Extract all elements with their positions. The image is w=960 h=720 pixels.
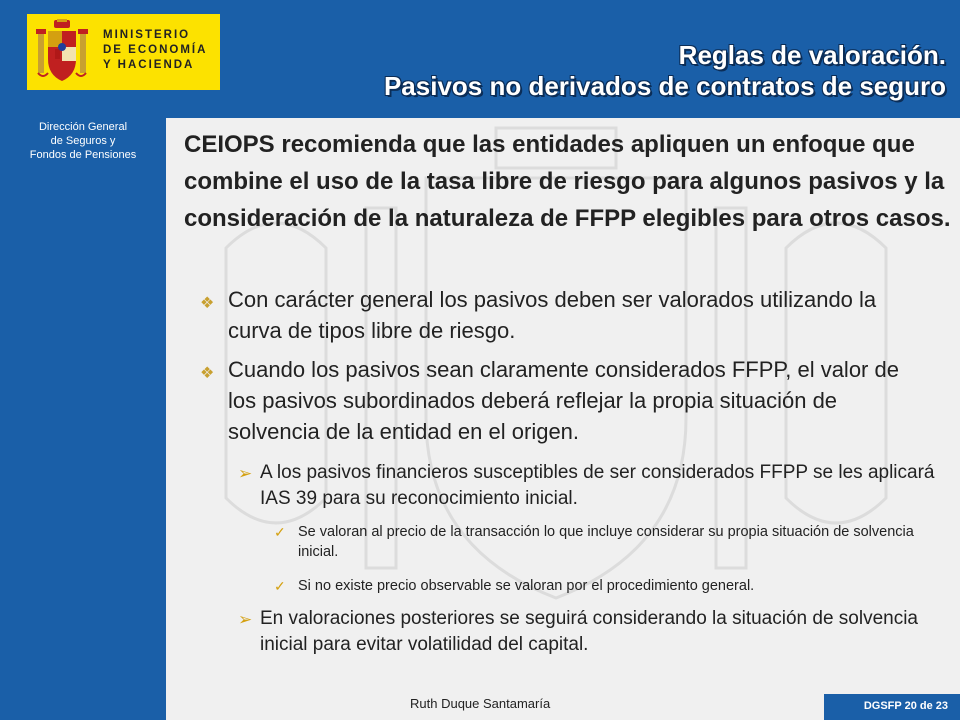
arrow-bullet-icon: ➢ <box>238 464 253 483</box>
ministry-logo <box>27 14 220 90</box>
sub-bullet-text: En valoraciones posteriores se seguirá considerando la situación de solvencia inicial para evitar volatilidad del capital. <box>260 608 918 655</box>
sub-sub-bullet-item <box>276 522 926 562</box>
bullet-item <box>200 284 926 346</box>
coat-of-arms-icon <box>33 19 91 85</box>
title-line-1: Reglas de valoración. <box>678 40 946 70</box>
org-line: Dirección General <box>38 121 128 133</box>
title-line-2: Pasivos no derivados de contratos de seguro <box>383 71 946 101</box>
sub-bullet-item <box>240 460 950 512</box>
ministry-name <box>103 28 207 73</box>
slide-title <box>384 40 946 102</box>
sub-sub-bullet-item <box>276 576 926 596</box>
diamond-bullet-icon: ❖ <box>200 365 215 382</box>
ministry-line: DE ECONOMÍA <box>103 44 208 56</box>
check-bullet-icon: ✓ <box>274 524 286 540</box>
ministry-line: MINISTERIO <box>103 29 191 41</box>
arrow-bullet-icon: ➢ <box>238 610 253 629</box>
org-line: Fondos de Pensiones <box>29 149 137 161</box>
sub-sub-bullet-text: Si no existe precio observable se valoran por el procedimiento general. <box>298 578 755 594</box>
org-name <box>0 120 166 162</box>
bullet-item <box>200 354 926 447</box>
page-indicator <box>824 694 960 720</box>
intro-paragraph: CEIOPS recomienda que las entidades apliquen un enfoque que combine el uso de la tasa libre de riesgo para algunos pasivos y la consideración de la naturaleza de FFPP elegibles para otros casos. <box>184 131 951 232</box>
sidebar <box>0 118 166 720</box>
ministry-line: Y HACIENDA <box>103 59 195 71</box>
org-line: de Seguros y <box>50 135 116 147</box>
author-name: Ruth Duque Santamaría <box>410 696 551 711</box>
check-bullet-icon: ✓ <box>274 578 286 594</box>
sub-bullet-item <box>240 606 950 658</box>
page-number: DGSFP 20 de 23 <box>863 700 948 712</box>
sub-sub-bullet-text: Se valoran al precio de la transacción lo que incluye considerar su propia situación de solvencia inicial. <box>298 524 914 560</box>
bullet-text: Con carácter general los pasivos deben ser valorados utilizando la curva de tipos libre de riesgo. <box>228 287 877 343</box>
bullet-text: Cuando los pasivos sean claramente considerados FFPP, el valor de los pasivos subordinados deberá reflejar la propia situación de solvencia de la entidad en el origen. <box>228 357 899 444</box>
sub-bullet-text: A los pasivos financieros susceptibles de ser considerados FFPP se les aplicará IAS 39 para su reconocimiento inicial. <box>260 462 935 509</box>
diamond-bullet-icon: ❖ <box>200 295 215 312</box>
content-area <box>166 118 960 720</box>
